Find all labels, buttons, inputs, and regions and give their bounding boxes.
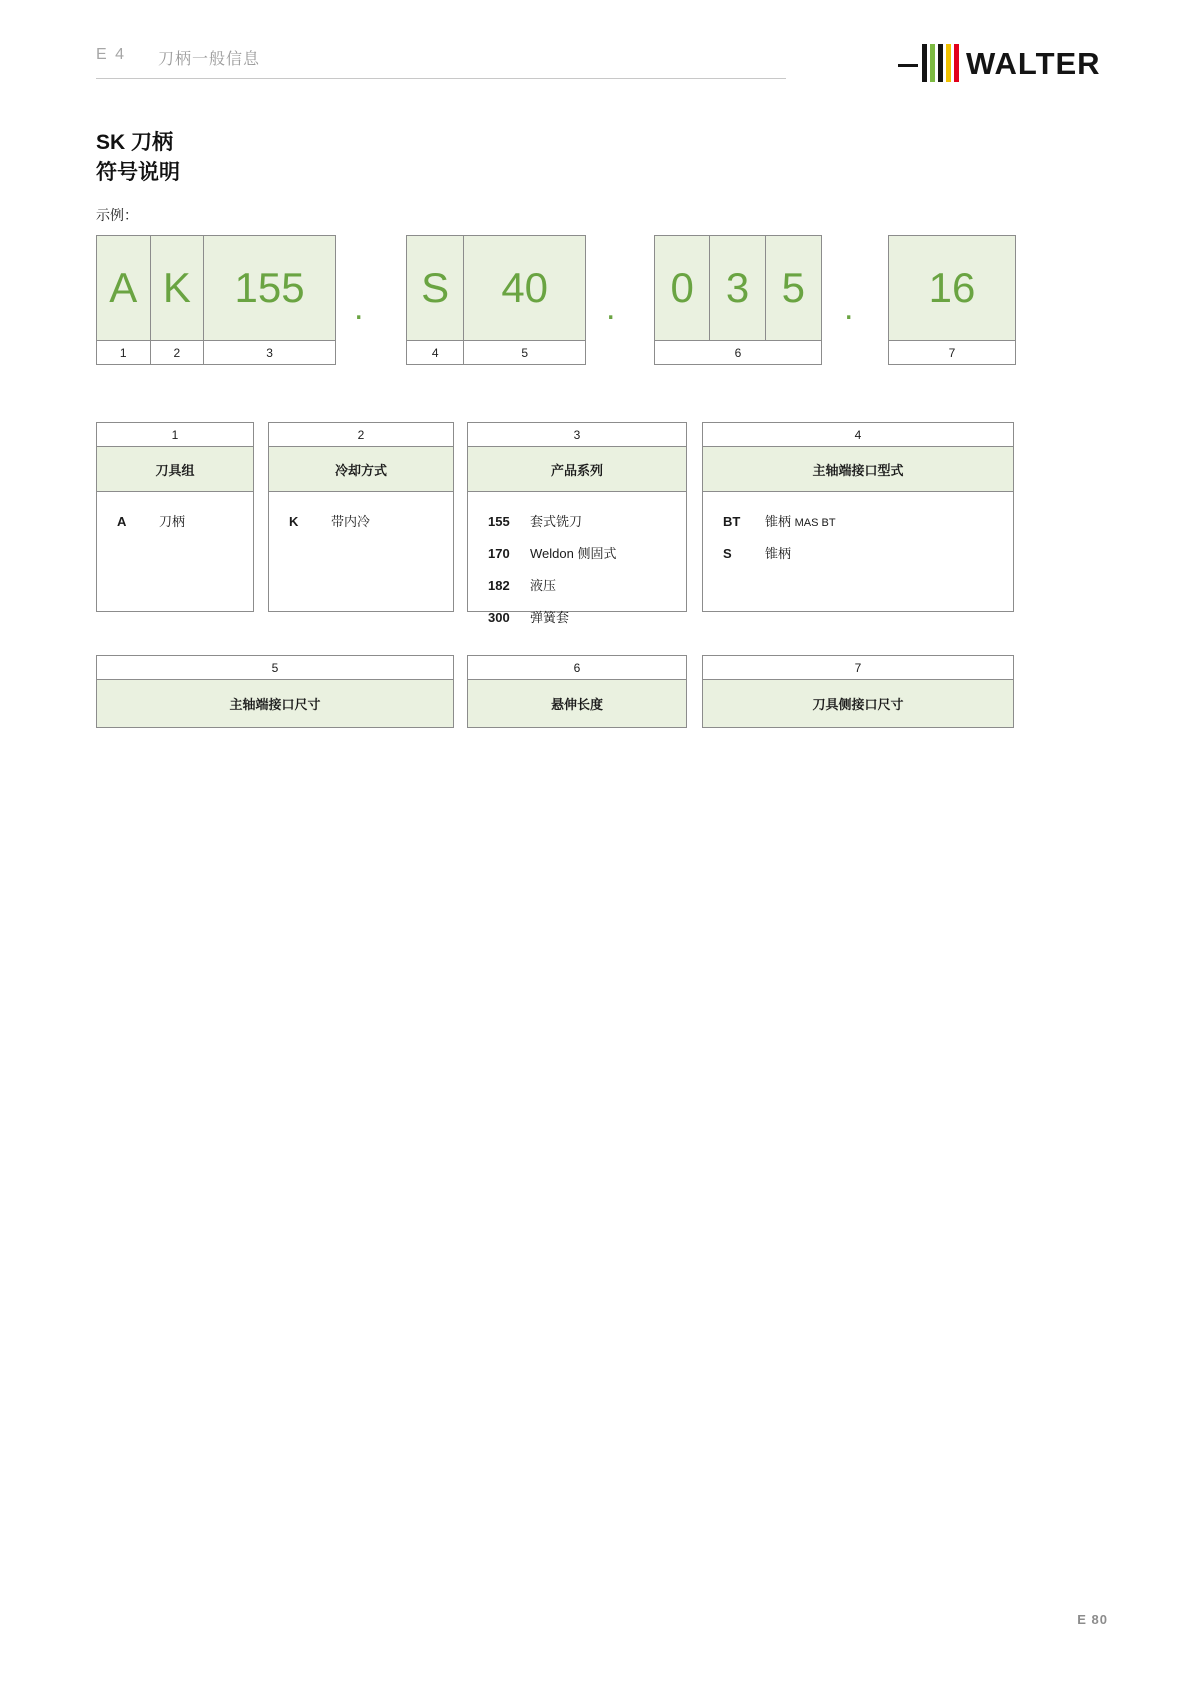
legend-number: 6 bbox=[467, 655, 687, 680]
legend-block-1 bbox=[96, 422, 254, 612]
legend-item bbox=[468, 570, 686, 602]
legend-title: 主轴端接口尺寸 bbox=[96, 680, 454, 728]
logo-bars-icon bbox=[922, 44, 964, 82]
code-index: 1 bbox=[97, 341, 151, 364]
code-separator: . bbox=[354, 289, 364, 327]
legend-block-2 bbox=[268, 422, 454, 612]
example-label: 示例： bbox=[96, 207, 138, 223]
code-cell: 40 bbox=[501, 264, 549, 311]
legend-item bbox=[468, 538, 686, 570]
logo-dash-icon bbox=[898, 64, 918, 67]
legend-item bbox=[468, 506, 686, 538]
code-cell: K bbox=[151, 236, 205, 340]
legend-number: 1 bbox=[96, 422, 254, 447]
legend-item-value: 刀柄 bbox=[159, 514, 186, 529]
legend-item-key: 300 bbox=[488, 610, 510, 625]
legend-item-value: 锥柄 bbox=[765, 546, 792, 561]
code-index: 4 bbox=[407, 341, 464, 364]
legend-item-value: Weldon 侧固式 bbox=[530, 546, 617, 561]
legend-title: 悬伸长度 bbox=[467, 680, 687, 728]
header-divider bbox=[96, 78, 786, 79]
legend-item-value bbox=[765, 506, 1013, 538]
header-section-title: 刀柄一般信息 bbox=[158, 51, 261, 68]
code-index: 5 bbox=[521, 345, 529, 360]
legend-number: 3 bbox=[467, 422, 687, 447]
page-header bbox=[0, 0, 1200, 110]
legend-item bbox=[97, 506, 253, 538]
legend-title: 刀具组 bbox=[96, 447, 254, 492]
code-group-3 bbox=[654, 235, 822, 365]
legend-block-4 bbox=[702, 422, 1014, 612]
legend-item-value-note: MAS BT bbox=[794, 517, 836, 529]
legend-title: 冷却方式 bbox=[268, 447, 454, 492]
code-index: 3 bbox=[266, 345, 273, 360]
code-index: 2 bbox=[151, 341, 205, 364]
legend-number: 7 bbox=[702, 655, 1014, 680]
legend-body bbox=[96, 492, 254, 612]
legend-title: 产品系列 bbox=[467, 447, 687, 492]
legend-item-key: 155 bbox=[488, 514, 510, 529]
legend-number: 4 bbox=[702, 422, 1014, 447]
code-cell: 3 bbox=[710, 236, 765, 340]
page-title-line2: 符号说明 bbox=[96, 161, 180, 184]
legend-item-key: 182 bbox=[488, 578, 510, 593]
legend-body bbox=[702, 492, 1014, 612]
code-cell: 0 bbox=[655, 236, 710, 340]
code-group-2 bbox=[406, 235, 586, 365]
logo-wordmark: WALTER bbox=[966, 46, 1101, 81]
legend-body bbox=[467, 492, 687, 625]
header-chapter-label: E 4 bbox=[96, 46, 127, 63]
code-group-4 bbox=[888, 235, 1016, 365]
code-cell: S bbox=[407, 236, 464, 340]
legend-item bbox=[703, 506, 1013, 538]
legend-item bbox=[269, 506, 453, 538]
page-title-line1: SK 刀柄 bbox=[96, 131, 174, 154]
code-group-1 bbox=[96, 235, 336, 365]
legend-item-key: K bbox=[289, 514, 299, 529]
legend-title: 主轴端接口型式 bbox=[702, 447, 1014, 492]
legend-item-key: 170 bbox=[488, 546, 510, 561]
legend-number: 5 bbox=[96, 655, 454, 680]
code-cell: A bbox=[97, 236, 151, 340]
code-cell: 155 bbox=[234, 264, 305, 311]
code-separator: . bbox=[606, 289, 616, 327]
legend-item-key: S bbox=[723, 546, 732, 561]
legend-item-value: 弹簧套 bbox=[530, 610, 570, 625]
legend-item-value: 带内冷 bbox=[331, 514, 371, 529]
legend-block-5 bbox=[96, 655, 454, 728]
legend-title: 刀具侧接口尺寸 bbox=[702, 680, 1014, 728]
legend-number: 2 bbox=[268, 422, 454, 447]
legend-item-value: 套式铣刀 bbox=[530, 514, 583, 529]
legend-item-value-text: 锥柄 bbox=[765, 514, 795, 529]
walter-logo bbox=[898, 44, 1110, 84]
legend-item-key: A bbox=[117, 514, 127, 529]
legend-body bbox=[268, 492, 454, 612]
legend-item-key: BT bbox=[723, 514, 741, 529]
footer-page-number: E 80 bbox=[1077, 1612, 1108, 1627]
code-index: 7 bbox=[948, 345, 956, 360]
code-index: 6 bbox=[734, 345, 742, 360]
code-cell: 16 bbox=[928, 264, 976, 311]
legend-item bbox=[703, 538, 1013, 570]
legend-block-3 bbox=[467, 422, 687, 625]
code-separator: . bbox=[844, 289, 854, 327]
legend-block-6 bbox=[467, 655, 687, 728]
legend-item bbox=[468, 602, 686, 634]
code-cell: 5 bbox=[781, 264, 806, 311]
legend-item-value: 液压 bbox=[530, 578, 557, 593]
legend-block-7 bbox=[702, 655, 1014, 728]
page-title bbox=[96, 128, 180, 188]
